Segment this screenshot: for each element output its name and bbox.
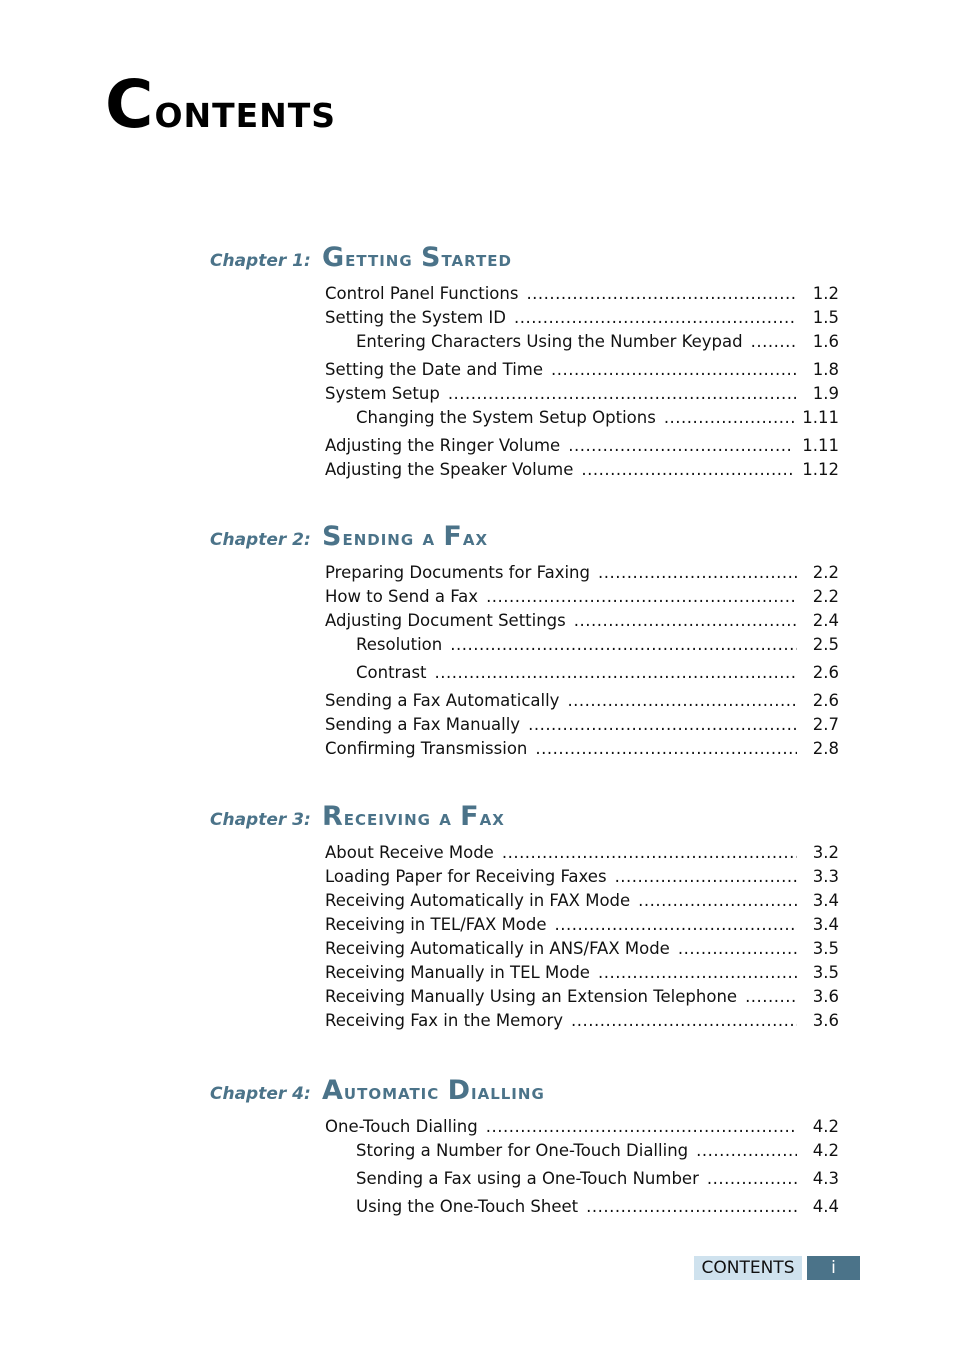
toc-leader-dots	[664, 406, 794, 430]
toc-entry-page: 1.11	[802, 436, 839, 455]
page-title: Contents	[105, 66, 337, 143]
chapter-label: Chapter 1:	[210, 251, 311, 271]
toc-entry-page: 4.4	[812, 1197, 839, 1216]
toc-entry-page: 2.4	[812, 611, 839, 630]
toc-entry-title: System Setup	[325, 384, 440, 403]
chapter-label: Chapter 2:	[210, 530, 311, 550]
toc-entry-title: Adjusting the Ringer Volume	[325, 436, 561, 455]
toc-entry[interactable]	[325, 841, 839, 865]
toc-entry-page: 3.6	[812, 987, 839, 1006]
toc-entry[interactable]	[325, 609, 839, 633]
toc-entry-title: Setting the System ID	[325, 308, 506, 327]
toc-list	[325, 282, 839, 482]
chapter-label: Chapter 4:	[210, 1084, 311, 1104]
toc-entry[interactable]	[325, 985, 839, 1009]
toc-entry[interactable]	[325, 434, 839, 458]
toc-entry-title: Sending a Fax using a One-Touch Number	[356, 1169, 699, 1188]
toc-entry-page: 3.5	[812, 963, 839, 982]
toc-entry[interactable]	[325, 585, 839, 609]
toc-entry-title: About Receive Mode	[325, 843, 494, 862]
toc-leader-dots	[598, 961, 797, 985]
toc-entry[interactable]	[325, 913, 839, 937]
toc-entry[interactable]	[325, 961, 839, 985]
toc-entry-page: 2.6	[812, 691, 839, 710]
toc-entry-page: 1.8	[812, 360, 839, 379]
toc-list	[325, 561, 839, 761]
toc-entry-title: Contrast	[356, 663, 427, 682]
toc-entry[interactable]	[325, 633, 839, 657]
toc-entry-title: Storing a Number for One-Touch Dialling	[356, 1141, 689, 1160]
toc-leader-dots	[435, 661, 797, 685]
toc-leader-dots	[567, 689, 797, 713]
toc-list	[325, 841, 839, 1033]
toc-entry-page: 4.3	[812, 1169, 839, 1188]
toc-entry-title: Receiving in TEL/FAX Mode	[325, 915, 547, 934]
toc-entry[interactable]	[325, 737, 839, 761]
toc-leader-dots	[526, 282, 797, 306]
toc-entry-title: Sending a Fax Manually	[325, 715, 521, 734]
toc-entry[interactable]	[325, 406, 839, 430]
toc-entry[interactable]	[325, 713, 839, 737]
toc-entry-page: 3.6	[812, 1011, 839, 1030]
toc-leader-dots	[598, 561, 797, 585]
footer-section-label: CONTENTS	[694, 1256, 802, 1280]
toc-entry-title: How to Send a Fax	[325, 587, 479, 606]
chapter-heading	[210, 242, 512, 273]
toc-leader-dots	[678, 937, 797, 961]
toc-leader-dots	[615, 865, 797, 889]
toc-entry-page: 3.4	[812, 891, 839, 910]
toc-leader-dots	[568, 434, 794, 458]
toc-entry-title: Receiving Manually in TEL Mode	[325, 963, 590, 982]
toc-entry[interactable]	[325, 661, 839, 685]
chapter-heading	[210, 521, 488, 552]
toc-leader-dots	[514, 306, 797, 330]
toc-entry-page: 1.5	[812, 308, 839, 327]
toc-entry-page: 3.3	[812, 867, 839, 886]
toc-entry[interactable]	[325, 306, 839, 330]
toc-leader-dots	[571, 1009, 797, 1033]
toc-leader-dots	[638, 889, 797, 913]
toc-entry-title: Receiving Automatically in ANS/FAX Mode	[325, 939, 670, 958]
toc-entry[interactable]	[325, 1195, 839, 1219]
toc-entry[interactable]	[325, 330, 839, 354]
toc-leader-dots	[528, 713, 797, 737]
toc-entry[interactable]	[325, 937, 839, 961]
toc-entry[interactable]	[325, 1009, 839, 1033]
toc-entry-title: Loading Paper for Receiving Faxes	[325, 867, 607, 886]
toc-entry-title: Adjusting Document Settings	[325, 611, 566, 630]
toc-leader-dots	[745, 985, 797, 1009]
toc-entry[interactable]	[325, 1115, 839, 1139]
toc-entry[interactable]	[325, 1139, 839, 1163]
toc-leader-dots	[581, 458, 794, 482]
toc-entry-page: 1.6	[812, 332, 839, 351]
toc-list	[325, 1115, 839, 1219]
toc-entry-title: Receiving Manually Using an Extension Telephone	[325, 987, 738, 1006]
toc-entry[interactable]	[325, 458, 839, 482]
toc-leader-dots	[486, 1115, 797, 1139]
toc-entry[interactable]	[325, 889, 839, 913]
chapter-title: Getting Started	[322, 242, 512, 273]
toc-entry[interactable]	[325, 282, 839, 306]
toc-leader-dots	[555, 913, 797, 937]
toc-entry-title: Receiving Automatically in FAX Mode	[325, 891, 631, 910]
toc-leader-dots	[502, 841, 797, 865]
toc-entry[interactable]	[325, 689, 839, 713]
chapter-label: Chapter 3:	[210, 810, 311, 830]
toc-leader-dots	[574, 609, 797, 633]
toc-entry[interactable]	[325, 865, 839, 889]
chapter-title: Sending a Fax	[322, 521, 489, 552]
toc-entry-title: Sending a Fax Automatically	[325, 691, 560, 710]
toc-entry-title: Using the One-Touch Sheet	[356, 1197, 579, 1216]
toc-leader-dots	[751, 330, 797, 354]
toc-entry-page: 2.2	[812, 587, 839, 606]
toc-entry-page: 2.8	[812, 739, 839, 758]
toc-leader-dots	[586, 1195, 797, 1219]
toc-leader-dots	[486, 585, 797, 609]
toc-entry-title: Changing the System Setup Options	[356, 408, 656, 427]
toc-entry-page: 1.12	[802, 460, 839, 479]
toc-entry-page: 4.2	[812, 1117, 839, 1136]
chapter-heading	[210, 1075, 545, 1106]
toc-leader-dots	[551, 358, 797, 382]
toc-entry[interactable]	[325, 1167, 839, 1191]
chapter-heading	[210, 801, 505, 832]
toc-entry[interactable]	[325, 561, 839, 585]
chapter-title: Receiving a Fax	[322, 801, 505, 832]
chapter-title: Automatic Dialling	[322, 1075, 545, 1106]
toc-entry-page: 2.7	[812, 715, 839, 734]
toc-entry-title: Control Panel Functions	[325, 284, 519, 303]
toc-entry-title: Receiving Fax in the Memory	[325, 1011, 564, 1030]
toc-entry-page: 1.11	[802, 408, 839, 427]
toc-leader-dots	[535, 737, 797, 761]
toc-leader-dots	[450, 633, 797, 657]
toc-entry-page: 4.2	[812, 1141, 839, 1160]
toc-entry-page: 1.2	[812, 284, 839, 303]
toc-entry[interactable]	[325, 382, 839, 406]
toc-leader-dots	[448, 382, 797, 406]
toc-entry-title: One-Touch Dialling	[325, 1117, 478, 1136]
toc-entry-title: Confirming Transmission	[325, 739, 528, 758]
toc-entry-page: 2.2	[812, 563, 839, 582]
toc-entry-page: 3.4	[812, 915, 839, 934]
toc-entry-title: Resolution	[356, 635, 443, 654]
toc-entry-title: Entering Characters Using the Number Keypad	[356, 332, 743, 351]
toc-entry-page: 3.5	[812, 939, 839, 958]
toc-entry-title: Setting the Date and Time	[325, 360, 543, 379]
toc-entry-page: 3.2	[812, 843, 839, 862]
footer-page-number: i	[807, 1256, 860, 1280]
toc-entry-title: Preparing Documents for Faxing	[325, 563, 590, 582]
toc-entry-page: 2.6	[812, 663, 839, 682]
toc-entry[interactable]	[325, 358, 839, 382]
toc-leader-dots	[696, 1139, 797, 1163]
toc-entry-page: 2.5	[812, 635, 839, 654]
toc-entry-page: 1.9	[812, 384, 839, 403]
toc-entry-title: Adjusting the Speaker Volume	[325, 460, 574, 479]
toc-leader-dots	[707, 1167, 797, 1191]
